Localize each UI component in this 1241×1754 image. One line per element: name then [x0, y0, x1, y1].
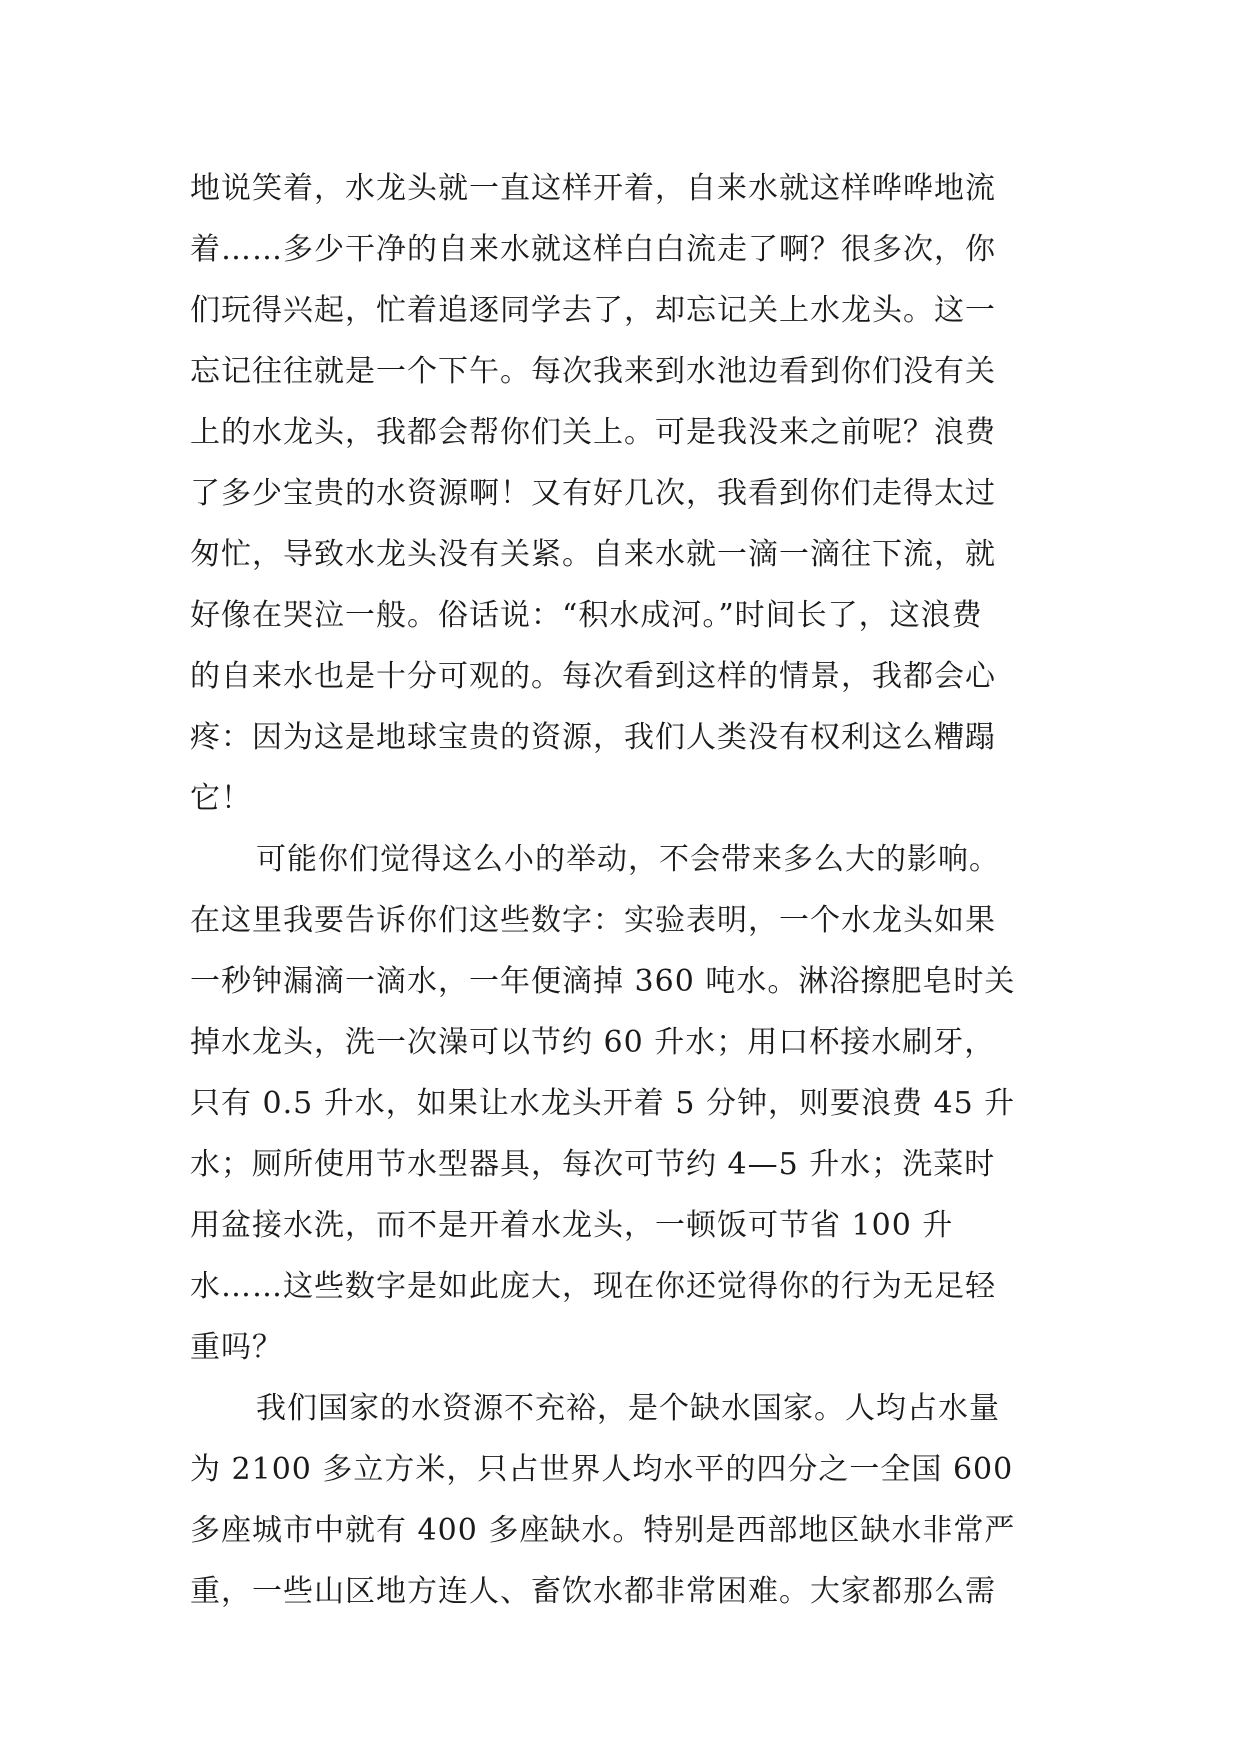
text-line: 的自来水也是十分可观的。每次看到这样的情景，我都会心	[190, 659, 996, 694]
text-line: 多座城市中就有 400 多座缺水。特别是西部地区缺水非常严	[190, 1513, 1016, 1548]
paragraph-2	[190, 829, 1060, 1378]
text-line: 重吗？	[190, 1330, 283, 1365]
text-line: 疼：因为这是地球宝贵的资源，我们人类没有权利这么糟蹋	[190, 720, 996, 755]
text-line: 忘记往往就是一个下午。每次我来到水池边看到你们没有关	[190, 354, 996, 389]
text-line: 它！	[190, 781, 252, 816]
text-line: 地说笑着，水龙头就一直这样开着，自来水就这样哗哗地流	[190, 171, 996, 206]
body-text	[190, 158, 1060, 1622]
text-line: 们玩得兴起，忙着追逐同学去了，却忘记关上水龙头。这一	[190, 293, 996, 328]
text-line: 匆忙，导致水龙头没有关紧。自来水就一滴一滴往下流，就	[190, 537, 996, 572]
text-line: 在这里我要告诉你们这些数字：实验表明，一个水龙头如果	[190, 903, 996, 938]
paragraph-3	[190, 1378, 1060, 1622]
text-line: 掉水龙头，洗一次澡可以节约 60 升水；用口杯接水刷牙，	[190, 1025, 996, 1060]
paragraph-1	[190, 158, 1060, 829]
text-line-first: 我们国家的水资源不充裕，是个缺水国家。人均占水量	[256, 1391, 1000, 1426]
text-line: 着……多少干净的自来水就这样白白流走了啊？很多次，你	[190, 232, 996, 267]
text-line: 水……这些数字是如此庞大，现在你还觉得你的行为无足轻	[190, 1269, 996, 1304]
text-line: 了多少宝贵的水资源啊！又有好几次，我看到你们走得太过	[190, 476, 996, 511]
text-line: 重，一些山区地方连人、畜饮水都非常困难。大家都那么需	[190, 1574, 996, 1609]
text-line: 好像在哭泣一般。俗话说：“积水成河。”时间长了，这浪费	[190, 598, 983, 633]
text-line: 水；厕所使用节水型器具，每次可节约 4—5 升水；洗菜时	[190, 1147, 996, 1182]
text-line: 只有 0.5 升水，如果让水龙头开着 5 分钟，则要浪费 45 升	[190, 1086, 1016, 1121]
text-line: 一秒钟漏滴一滴水，一年便滴掉 360 吨水。淋浴擦肥皂时关	[190, 964, 1016, 999]
text-line: 上的水龙头，我都会帮你们关上。可是我没来之前呢？浪费	[190, 415, 996, 450]
text-line: 用盆接水洗，而不是开着水龙头，一顿饭可节省 100 升	[190, 1208, 954, 1243]
text-line-first: 可能你们觉得这么小的举动，不会带来多么大的影响。	[256, 842, 1000, 877]
text-line: 为 2100 多立方米，只占世界人均水平的四分之一全国 600	[190, 1452, 1014, 1487]
